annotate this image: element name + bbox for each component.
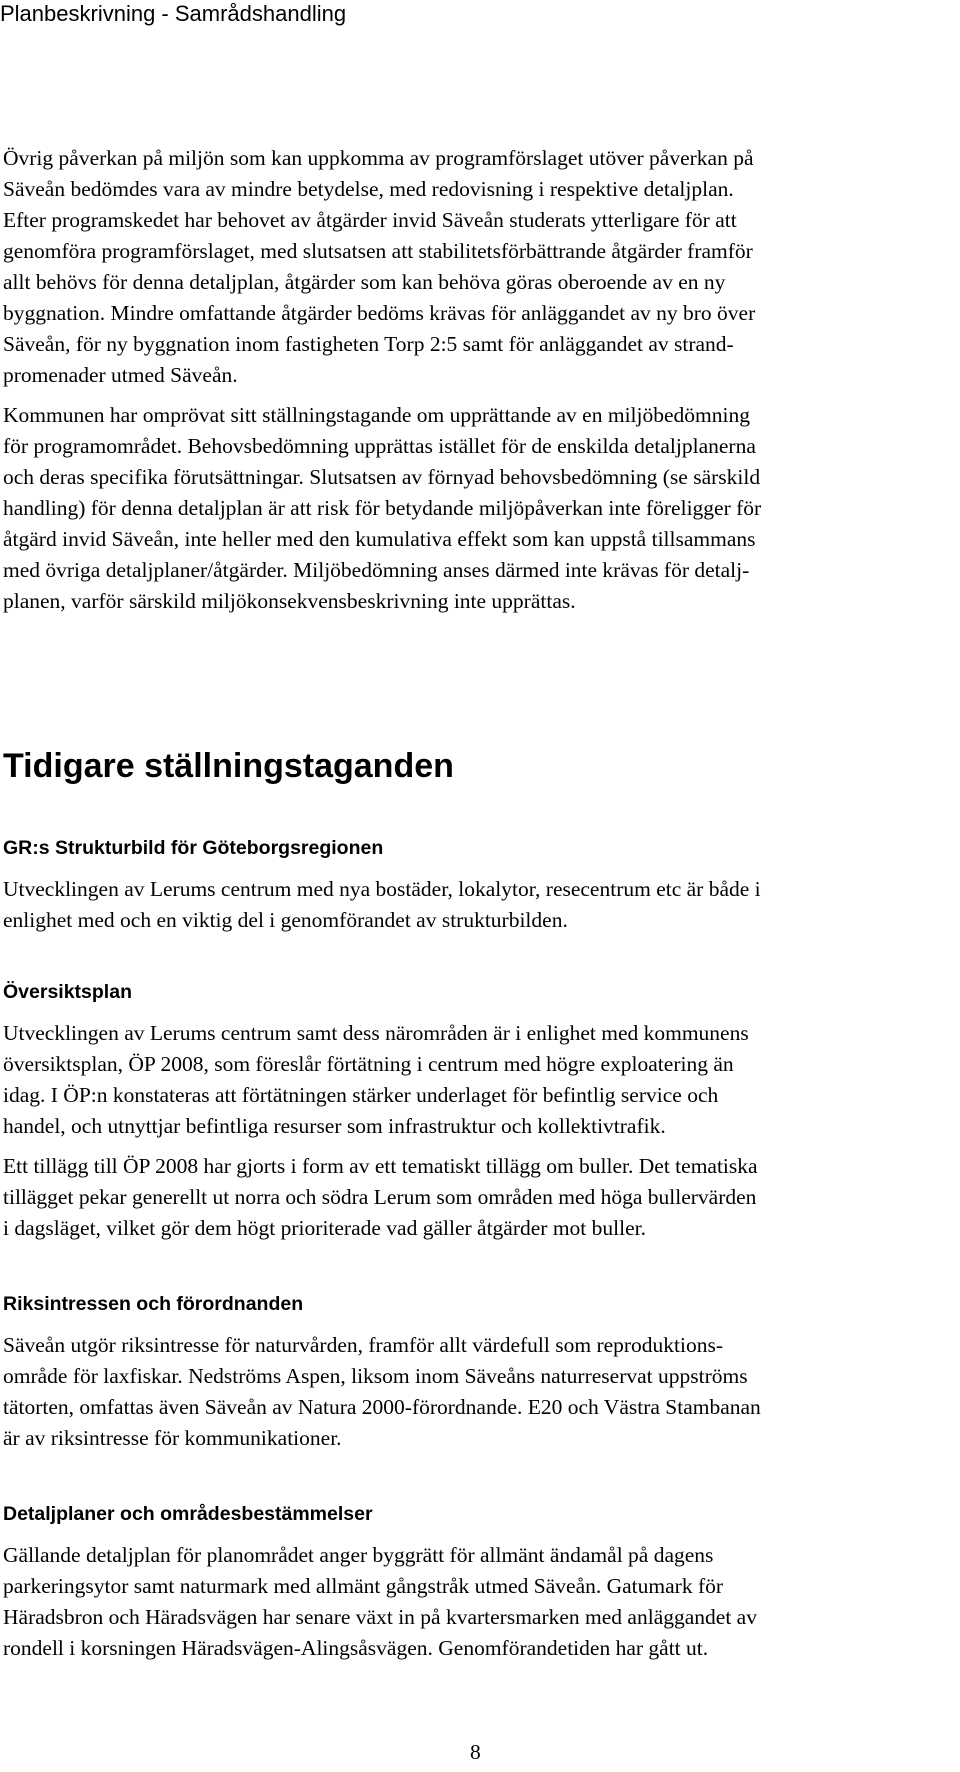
paragraph (3, 1540, 949, 1664)
text-line: åtgärd invid Säveån, inte heller med den kumulativa effekt som kan uppstå tillsammans (3, 527, 756, 551)
text-line: Kommunen har omprövat sitt ställningstagande om upprättande av en miljöbedömning (3, 403, 750, 427)
text-line: handel, och utnyttjar befintliga resurser som infrastruktur och kollektivtrafik. (3, 1114, 666, 1138)
text-line: område för laxfiskar. Nedströms Aspen, liksom inom Säveåns naturreservat uppströms (3, 1364, 748, 1388)
text-line: genomföra programförslaget, med slutsatsen att stabilitetsförbättrande åtgärder framför (3, 239, 753, 263)
text-line: idag. I ÖP:n konstateras att förtätningen stärker underlaget för befintlig service och (3, 1083, 719, 1107)
text-line: och deras specifika förutsättningar. Slutsatsen av förnyad behovsbedömning (se särskild (3, 465, 761, 489)
subsection-heading: Riksintressen och förordnanden (3, 1293, 304, 1315)
subsection-heading: Detaljplaner och områdesbestämmelser (3, 1503, 373, 1525)
text-line: Ett tillägg till ÖP 2008 har gjorts i form av ett tematiskt tillägg om buller. Det tematiska (3, 1154, 758, 1178)
text-line: för programområdet. Behovsbedömning upprättas istället för de enskilda detaljplanerna (3, 434, 756, 458)
paragraph (3, 1151, 949, 1244)
subsection-heading: Översiktsplan (3, 981, 132, 1003)
text-line: översiktsplan, ÖP 2008, som föreslår förtätning i centrum med högre exploatering än (3, 1052, 734, 1076)
text-line: Häradsbron och Häradsvägen har senare växt in på kvartersmarken med anläggandet av (3, 1605, 757, 1629)
text-line: handling) för denna detaljplan är att risk för betydande miljöpåverkan inte föreligger för (3, 496, 762, 520)
text-line: rondell i korsningen Häradsvägen-Alingsåsvägen. Genomförandetiden har gått ut. (3, 1636, 709, 1660)
text-line: allt behövs för denna detaljplan, åtgärder som kan behöva göras oberoende av en ny (3, 270, 726, 294)
text-line: tätorten, omfattas även Säveån av Natura 2000-förordnande. E20 och Västra Stambanan (3, 1395, 761, 1419)
text-line: Utvecklingen av Lerums centrum med nya bostäder, lokalytor, resecentrum etc är både i (3, 877, 761, 901)
text-line: planen, varför särskild miljökonsekvensbeskrivning inte upprättas. (3, 589, 576, 613)
paragraph (3, 143, 949, 205)
text-line: Säveån bedömdes vara av mindre betydelse, med redovisning i respektive detaljplan. (3, 177, 734, 201)
text-line: Utvecklingen av Lerums centrum samt dess närområden är i enlighet med kommunens (3, 1021, 749, 1045)
ri-section (3, 1292, 949, 1454)
text-line: är av riksintresse för kommunikationer. (3, 1426, 342, 1450)
document-header: Planbeskrivning - Samrådshandling (0, 1, 347, 26)
text-line: Övrig påverkan på miljön som kan uppkomma av programförslaget utöver påverkan på (3, 146, 754, 170)
section-heading: Tidigare ställningstaganden (3, 747, 454, 785)
text-line: Säveån utgör riksintresse för naturvården, framför allt värdefull som reproduktions- (3, 1333, 724, 1357)
text-line: med övriga detaljplaner/åtgärder. Miljöbedömning anses därmed inte krävas för detalj- (3, 558, 750, 582)
text-line: promenader utmed Säveån. (3, 363, 238, 387)
paragraph (3, 874, 949, 936)
paragraph (3, 400, 949, 617)
paragraph (3, 205, 949, 391)
text-line: byggnation. Mindre omfattande åtgärder bedöms krävas för anläggandet av ny bro över (3, 301, 756, 325)
text-line: i dagsläget, vilket gör dem högt prioriterade vad gäller åtgärder mot buller. (3, 1216, 646, 1240)
text-line: enlighet med och en viktig del i genomförandet av strukturbilden. (3, 908, 568, 932)
dp-section (3, 1502, 949, 1664)
page-number: 8 (470, 1740, 481, 1764)
text-line: tillägget pekar generellt ut norra och södra Lerum som områden med höga bullervärden (3, 1185, 757, 1209)
text-line: Efter programskedet har behovet av åtgärder invid Säveån studerats ytterligare för att (3, 208, 737, 232)
text-line: Säveån, för ny byggnation inom fastigheten Torp 2:5 samt för anläggandet av strand- (3, 332, 734, 356)
paragraph (3, 1018, 949, 1142)
intro-text (3, 143, 949, 617)
subsection-heading: GR:s Strukturbild för Göteborgsregionen (3, 837, 384, 859)
gr-section (3, 836, 949, 936)
op-section (3, 980, 949, 1244)
text-line: parkeringsytor samt naturmark med allmänt gångstråk utmed Säveån. Gatumark för (3, 1574, 724, 1598)
text-line: Gällande detaljplan för planområdet anger byggrätt för allmänt ändamål på dagens (3, 1543, 714, 1567)
paragraph (3, 1330, 949, 1454)
